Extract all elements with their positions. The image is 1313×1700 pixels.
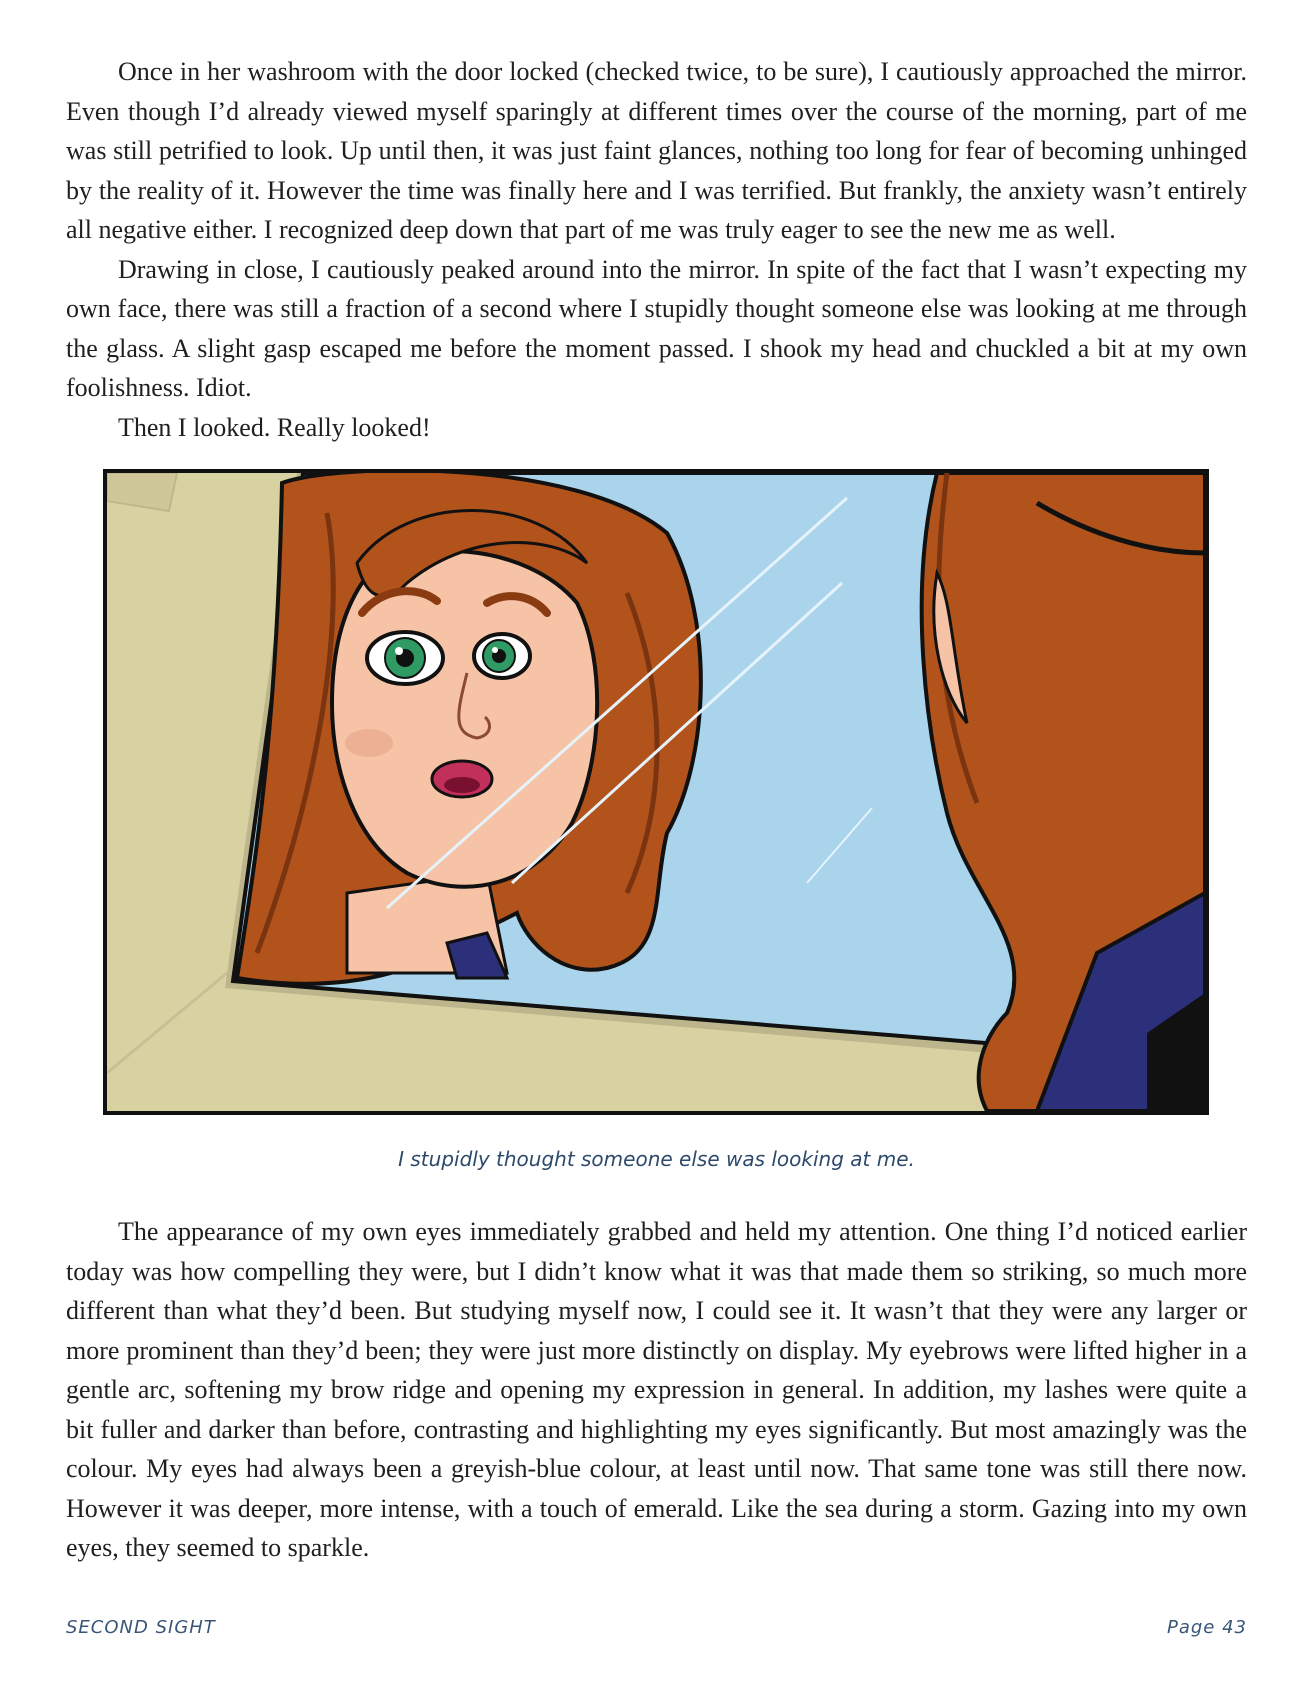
illustration-caption: I stupidly thought someone else was looking at me. [398,1147,915,1171]
bottom-text-block [66,1212,1247,1568]
comic-illustration [103,469,1209,1115]
paragraph: Then I looked. Really looked! [118,412,431,442]
mirror-scene-drawing [107,473,1205,1111]
top-text-block [66,52,1247,447]
paragraph: Drawing in close, I cautiously peaked around into the mirror. In spite of the fact that I wasn’t expecting my own face, there was still a fraction of a second where I stupidly thought someone else was looking at me through the glass. A slight gasp escaped me before the moment passed. I shook my head and chuckled a bit at my own foolishness. Idiot. [66,254,1247,402]
paragraph: Once in her washroom with the door locked (checked twice, to be sure), I cautiously approached the mirror. Even though I’d already viewed myself sparingly at different times over the course of the morning, part of me was still petrified to look. Up until then, it was just faint glances, nothing too long for fear of becoming unhinged by the reality of it. However the time was finally here and I was terrified. But frankly, the anxiety wasn’t entirely all negative either. I recognized deep down that part of me was truly eager to see the new me as well. [66,57,1247,244]
footer-page-number: Page 43 [1166,1617,1247,1638]
footer-book-title: SECOND SIGHT [66,1617,216,1638]
paragraph: The appearance of my own eyes immediately grabbed and held my attention. One thing I’d noticed earlier today was how compelling they were, but I didn’t know what it was that made them so striking, so much more different than what they’d been. But studying myself now, I could see it. It wasn’t that they were any larger or more prominent than they’d been; they were just more distinctly on display. My eyebrows were lifted higher in a gentle arc, softening my brow ridge and opening my expression in general. In addition, my lashes were quite a bit fuller and darker than before, contrasting and highlighting my eyes significantly. But most amazingly was the colour. My eyes had always been a greyish-blue colour, at least until now. That same tone was still there now. However it was deeper, more intense, with a touch of emerald. Like the sea during a storm. Gazing into my own eyes, they seemed to sparkle. [66,1217,1247,1562]
